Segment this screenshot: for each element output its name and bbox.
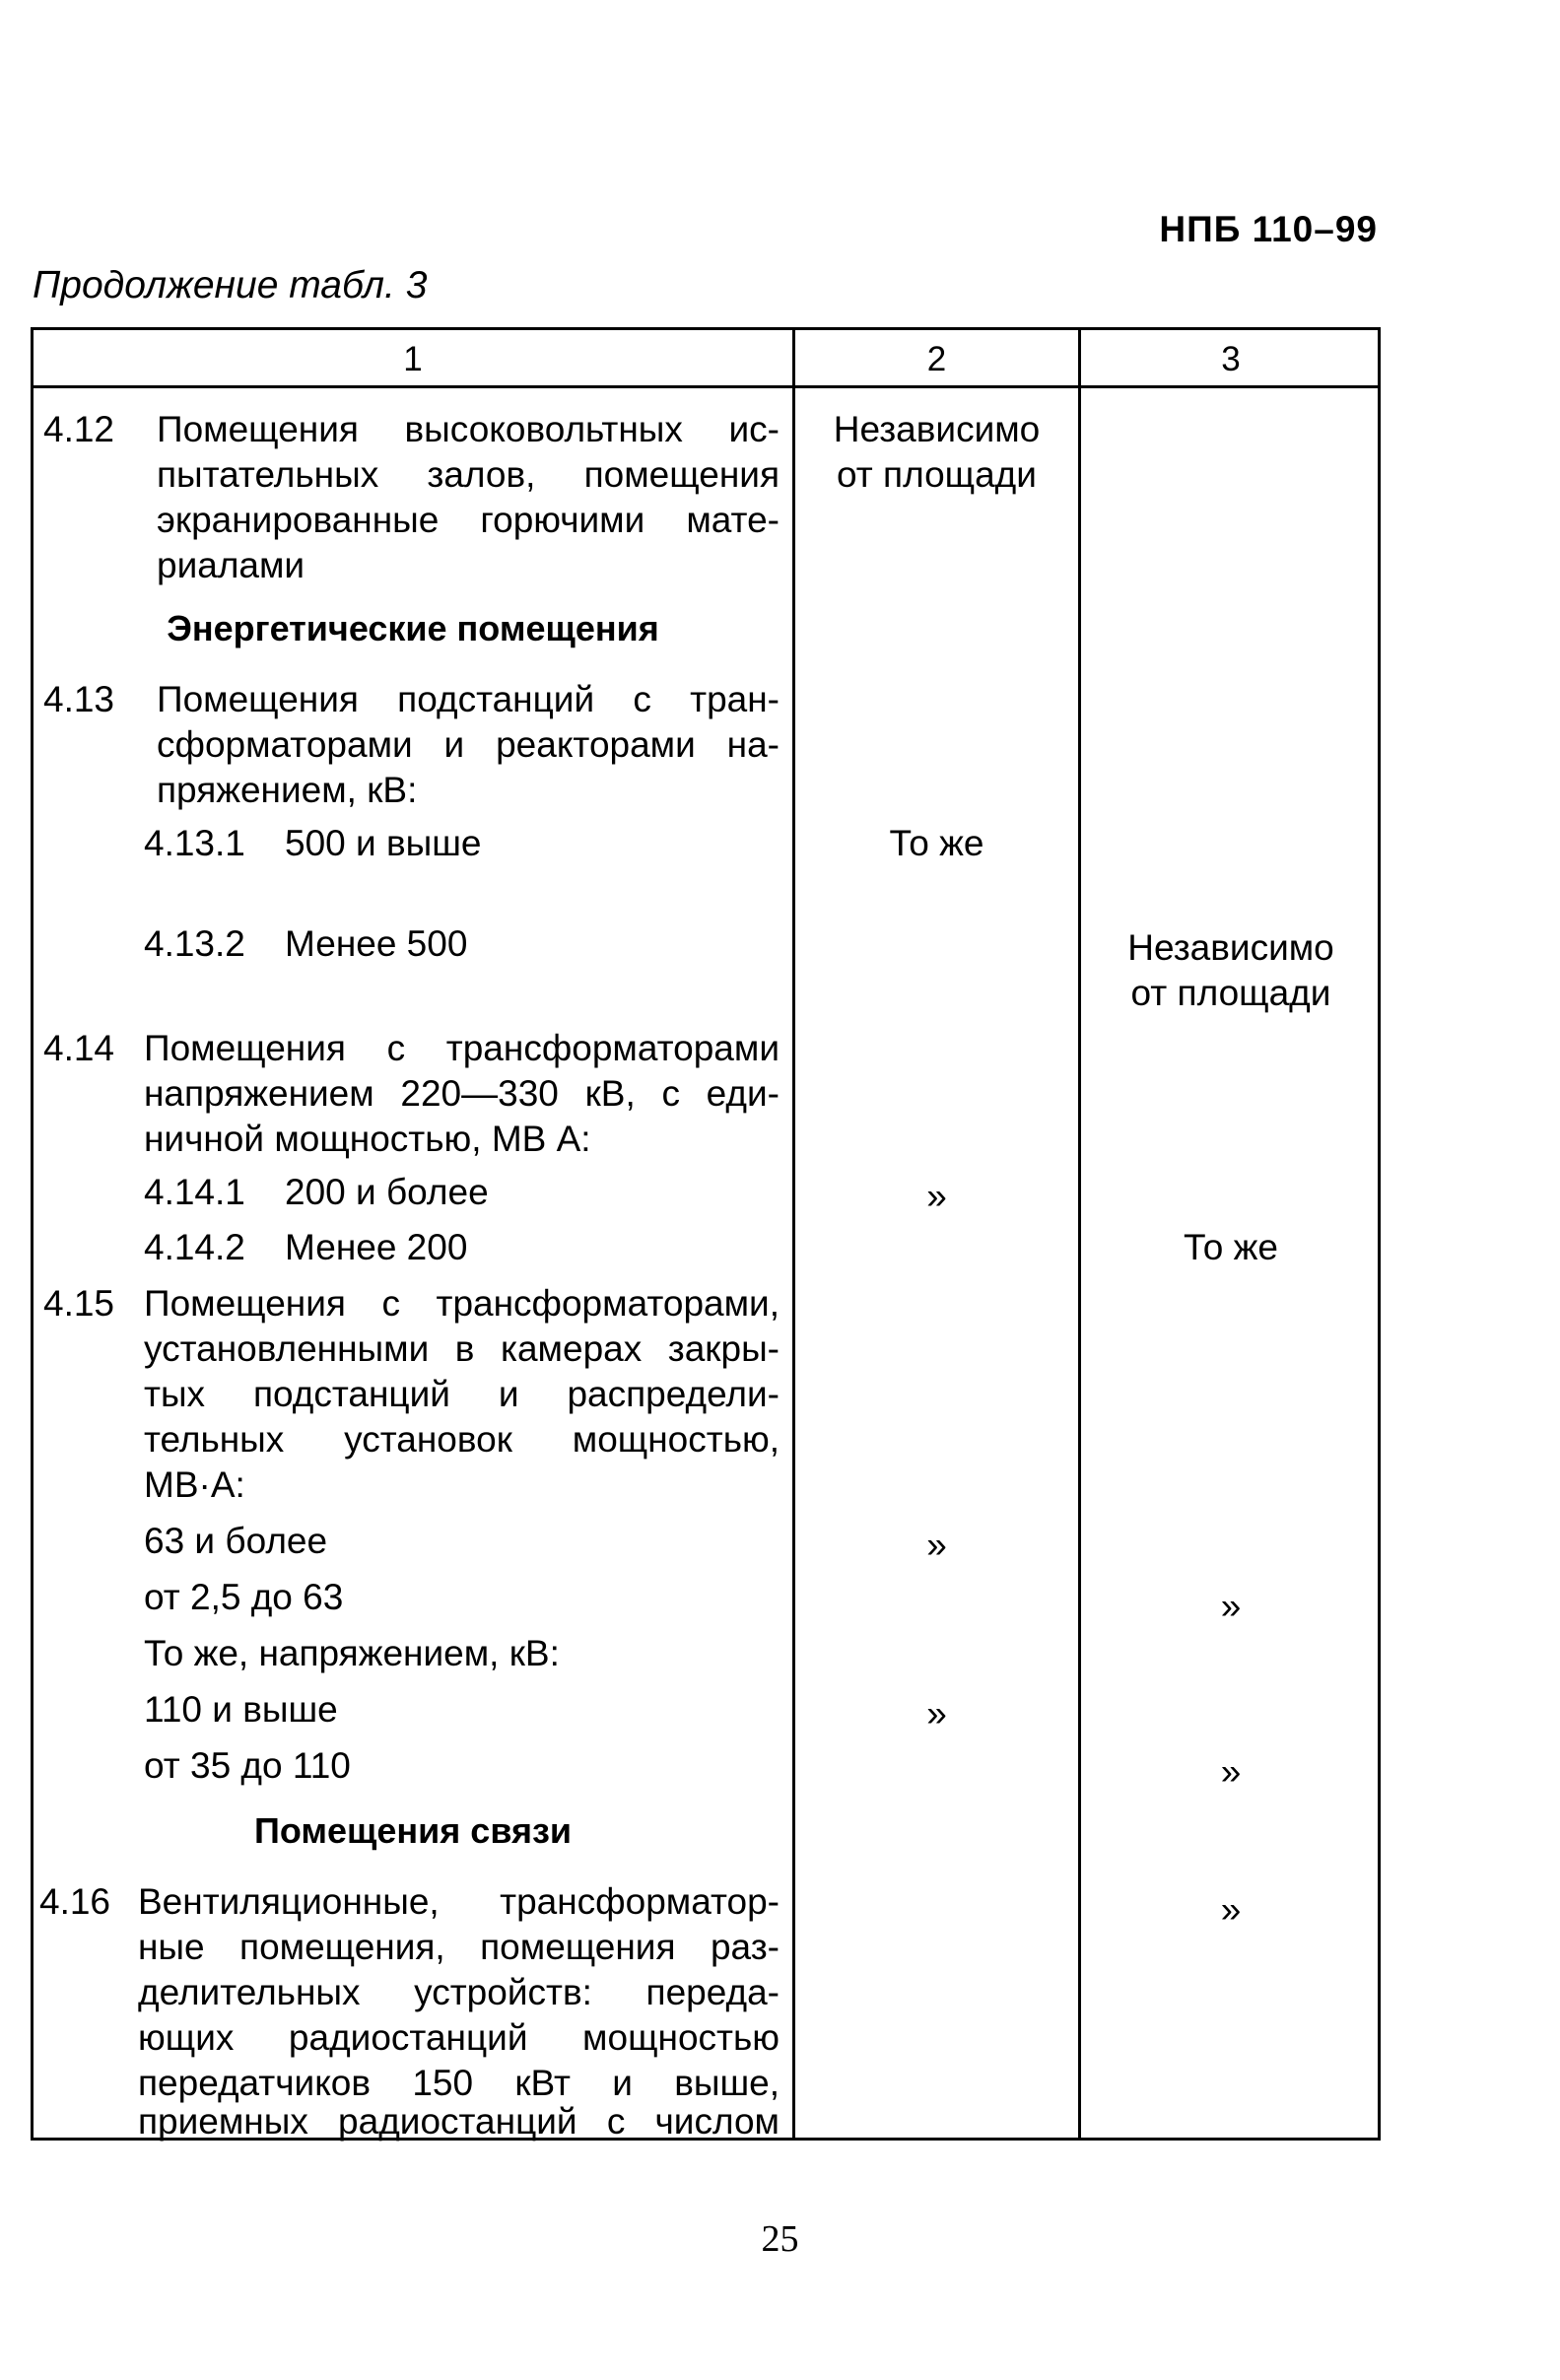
row-number: 4.14.2 xyxy=(144,1227,245,1267)
row-number: 4.13 xyxy=(43,679,115,719)
row-number: 4.12 xyxy=(43,409,115,449)
row-text-line: пытательных залов, помещения xyxy=(157,454,780,495)
cell-col3: » xyxy=(1220,1586,1242,1626)
row-text: Менее 500 xyxy=(285,923,468,964)
row-number: 4.16 xyxy=(39,1881,111,1922)
row-number: 4.15 xyxy=(43,1283,115,1324)
row-text-line: передатчиков 150 кВт и выше, xyxy=(138,2063,780,2103)
page-number: 25 xyxy=(761,2218,799,2260)
section-heading-comms: Помещения связи xyxy=(253,1810,573,1851)
row-text: 200 и более xyxy=(285,1172,489,1212)
row-text: 63 и более xyxy=(144,1521,328,1561)
row-text-line: ные помещения, помещения раз- xyxy=(138,1927,780,1967)
column-divider-1 xyxy=(792,330,795,2138)
row-text-line: Помещения с трансформаторами xyxy=(144,1028,780,1068)
header-divider xyxy=(34,385,1378,388)
cell-col3: » xyxy=(1220,1889,1242,1930)
section-heading-energy: Энергетические помещения xyxy=(167,608,659,648)
column-header-2: 2 xyxy=(926,340,947,378)
cell-col2: от площади xyxy=(837,454,1037,495)
cell-col3: Независимо xyxy=(1127,927,1334,968)
cell-col2: » xyxy=(926,1176,947,1216)
row-text-line: ничной мощностью, МВ А: xyxy=(144,1119,591,1159)
row-number: 4.14.1 xyxy=(144,1172,245,1212)
row-text-line: Вентиляционные, трансформатор- xyxy=(138,1881,780,1922)
row-text: То же, напряжением, кВ: xyxy=(144,1633,560,1673)
row-text-line: сформаторами и реакторами на- xyxy=(157,724,780,765)
row-number: 4.13.2 xyxy=(144,923,245,964)
column-header-3: 3 xyxy=(1221,340,1241,378)
row-text: от 2,5 до 63 xyxy=(144,1577,344,1617)
row-text-line: тых подстанций и распредели- xyxy=(144,1374,780,1414)
table xyxy=(31,327,1381,2141)
row-text: от 35 до 110 xyxy=(144,1745,351,1786)
row-text-line: риалами xyxy=(157,545,305,585)
cell-col3: » xyxy=(1220,1751,1242,1792)
document-code: НПБ 110–99 xyxy=(1159,209,1378,249)
row-text-line: МВ·А: xyxy=(144,1464,245,1505)
row-text-line: напряжением 220—330 кВ, с еди- xyxy=(144,1073,780,1114)
row-text-line: Помещения высоковольтных ис- xyxy=(157,409,780,449)
cell-col2: » xyxy=(926,1525,947,1565)
cell-col3: То же xyxy=(1184,1227,1278,1267)
row-text-line: ющих радиостанций мощностью xyxy=(138,2017,780,2058)
row-text-line: Помещения подстанций с тран- xyxy=(157,679,780,719)
row-text-line: установленными в камерах закры- xyxy=(144,1328,780,1369)
row-text: 110 и выше xyxy=(144,1689,338,1730)
row-text-line: делительных устройств: переда- xyxy=(138,1972,780,2012)
row-number: 4.14 xyxy=(43,1028,115,1068)
table-caption: Продолжение табл. 3 xyxy=(33,264,428,306)
column-header-1: 1 xyxy=(403,340,423,378)
row-text-line: пряжением, кВ: xyxy=(157,770,418,810)
row-text: Менее 200 xyxy=(285,1227,468,1267)
row-text-line: Помещения с трансформаторами, xyxy=(144,1283,780,1324)
row-text-line: экранированные горючими мате- xyxy=(157,500,780,540)
cell-col2: » xyxy=(926,1693,947,1734)
cell-col2: Независимо xyxy=(833,409,1041,449)
cell-col3: от площади xyxy=(1130,973,1331,1013)
row-number: 4.13.1 xyxy=(144,823,245,863)
row-text-line: приемных радиостанций с числом xyxy=(138,2101,780,2142)
row-text: 500 и выше xyxy=(285,823,482,863)
cell-col2: То же xyxy=(889,823,984,863)
row-text-line: тельных установок мощностью, xyxy=(144,1419,780,1460)
